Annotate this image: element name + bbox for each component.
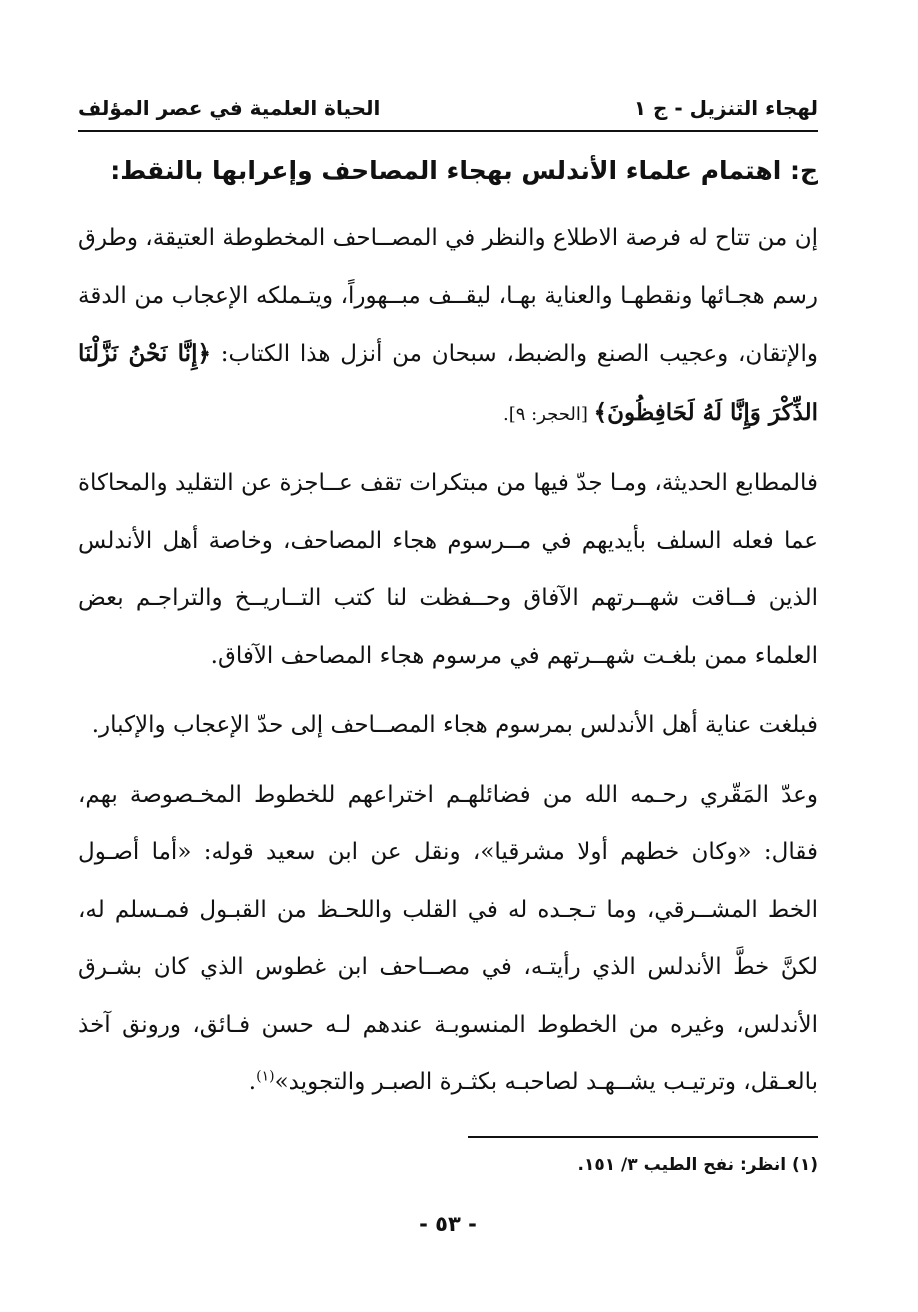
- footnote-reference[interactable]: (١): [256, 1068, 275, 1085]
- paragraph-3: فبلغت عناية أهل الأندلس بمرسوم هجاء المصــاحف إلى حدّ الإعجاب والإكبار.: [91, 712, 818, 738]
- body-text: [78, 210, 818, 1124]
- header-chapter-title: الحياة العلمية في عصر المؤلف: [78, 96, 381, 120]
- paragraph-4: [78, 767, 818, 1112]
- paragraph-2: فالمطابع الحديثة، ومـا جدّ فيها من مبتكرات تقف عــاجزة عن التقليد والمحاكاة عما فعله السلف بأيديهم في مــرسوم هجاء المصاحف، وخاصة أهل الأندلس الذين فــاقت شهــرتهم الآفاق وحــفظت لنا كتب التــاريــخ والتراجـم بعض العلماء ممن بلغـت شهــرتهم في مرسوم هجاء المصاحف الآفاق.: [78, 470, 818, 669]
- header-book-title: لهجاء التنزيل - ج ١: [633, 96, 818, 120]
- paragraph-4-text: وعدّ المَقّري رحـمه الله من فضائلهـم اختراعهم للخطوط المخـصوصة بهم، فقال: «وكان خطهم أولا مشرقيا»، ونقل عن ابن سعيد قوله: «أما أصـول الخط المشــرقي، وما تـجـده له في القلب واللحـظ من القبـول فمـسلم له، لكنَّ خطَّ الأندلس الذي رأيتـه، في مصــاحف ابن غطوس الذي كان بشـرق الأندلس، وغيره من الخطوط المنسوبـة عندهم لـه حسن فـائق، ورونق آخذ بالعـقل، وترتيـب يشــهـد لصاحبـه بكثـرة الصبـر والتجويد»: [78, 781, 818, 1095]
- paragraph-1: [78, 210, 818, 443]
- section-heading: ج: اهتمام علماء الأندلس بهجاء المصاحف وإعرابها بالنقط:: [110, 156, 818, 185]
- footnote-1: (١) انظر: نفح الطيب ٣/ ١٥١.: [577, 1155, 818, 1175]
- paragraph-1-text: إن من تتاح له فرصة الاطلاع والنظر في المصــاحف المخطوطة العتيقة، وطرق رسم هجـائها ونقطهـا والعناية بهـا، ليقــف مبــهوراً، ويتـملكه الإعجاب من الدقة والإتقان، وعجيب الصنع والضبط، سبحان من أنزل هذا الكتاب:: [78, 225, 818, 367]
- quran-verse: ﴿إِنَّا نَحْنُ نَزَّلْنَا الذِّكْرَ وَإِنَّا لَهُ لَحَافِظُونَ﴾: [78, 340, 818, 426]
- paragraph-4-end: .: [248, 1069, 257, 1095]
- header-divider: [78, 130, 818, 132]
- footnote-divider: [468, 1136, 818, 1138]
- page-number: - ٥٣ -: [419, 1212, 477, 1236]
- running-header: [78, 86, 818, 120]
- book-page: [78, 0, 818, 1312]
- verse-citation: [الحجر: ٩].: [503, 403, 594, 425]
